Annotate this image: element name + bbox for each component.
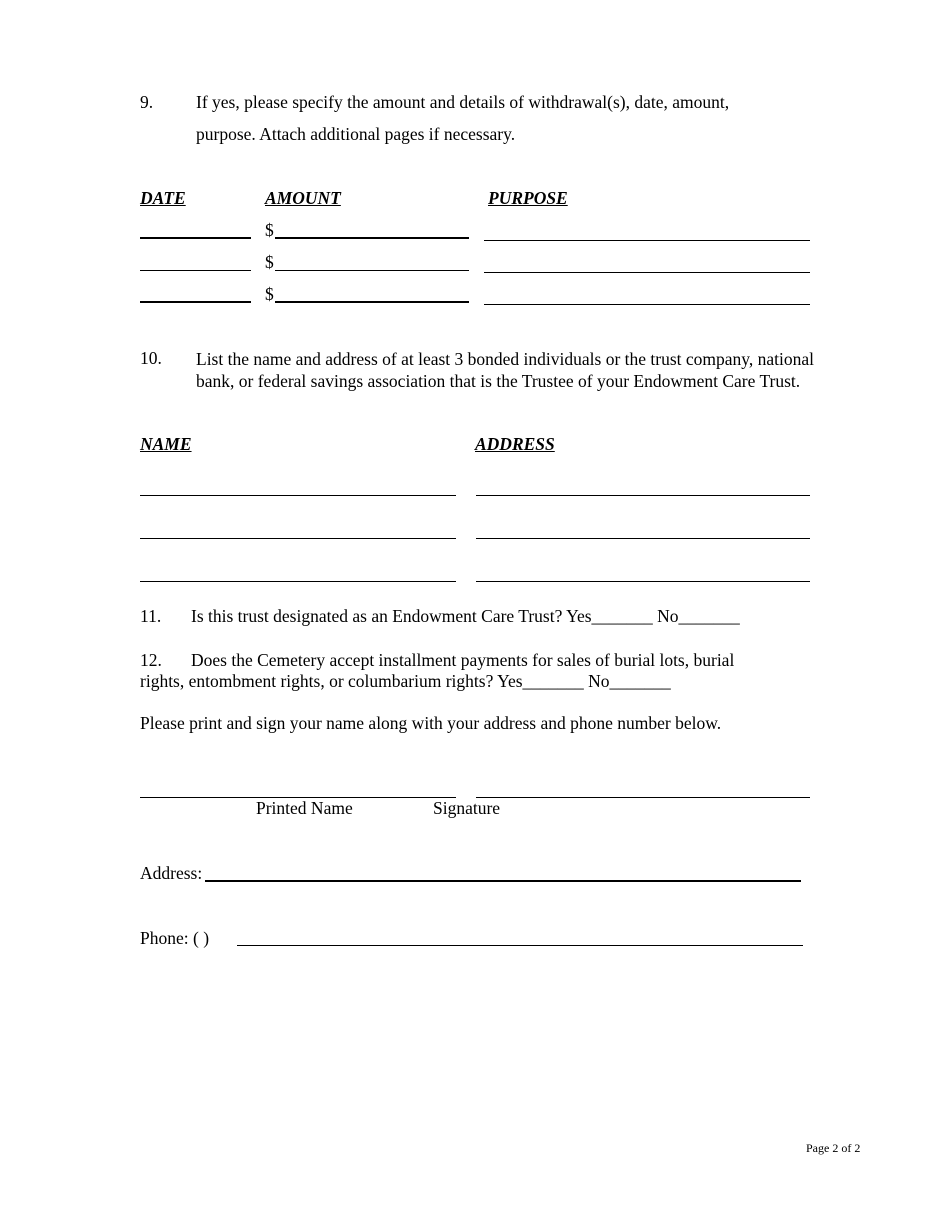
q12-number: 12. xyxy=(140,650,162,670)
name-column-header: NAME xyxy=(140,434,192,454)
amount-entry-line[interactable] xyxy=(275,237,469,239)
instructions-text: Please print and sign your name along with your address and phone number below. xyxy=(140,713,722,733)
page-number: Page 2 of 2 xyxy=(806,1141,861,1155)
date-entry-line[interactable] xyxy=(140,270,251,271)
purpose-entry-line[interactable] xyxy=(484,272,810,273)
q9-text-line1: If yes, please specify the amount and details of withdrawal(s), date, amount, xyxy=(196,92,730,112)
trustee-name-line[interactable] xyxy=(140,538,456,539)
trustee-address-line[interactable] xyxy=(476,538,810,539)
address-column-header: ADDRESS xyxy=(475,434,555,454)
q12-text-line1: Does the Cemetery accept installment payments for sales of burial lots, burial xyxy=(191,650,735,670)
address-line[interactable] xyxy=(205,880,801,882)
trustee-address-line[interactable] xyxy=(476,495,810,496)
purpose-entry-line[interactable] xyxy=(484,240,810,241)
q12-text-line2: rights, entombment rights, or columbarium rights? Yes_______ No_______ xyxy=(140,671,671,691)
trustee-address-line[interactable] xyxy=(476,581,810,582)
phone-label: Phone: ( ) xyxy=(140,928,210,948)
phone-line[interactable] xyxy=(237,945,803,946)
q9-text-line2: purpose. Attach additional pages if necessary. xyxy=(196,124,516,144)
q11-number: 11. xyxy=(140,606,162,626)
signature-label: Signature xyxy=(433,798,501,818)
q9-number: 9. xyxy=(140,92,154,112)
q10-number: 10. xyxy=(140,348,162,368)
amount-entry-line[interactable] xyxy=(275,270,469,271)
trustee-name-line[interactable] xyxy=(140,495,456,496)
dollar-sign: $ xyxy=(265,220,274,240)
signature-line[interactable] xyxy=(476,797,810,798)
printed-name-label: Printed Name xyxy=(256,798,353,818)
dollar-sign: $ xyxy=(265,252,274,272)
date-entry-line[interactable] xyxy=(140,237,251,239)
q11-text: Is this trust designated as an Endowment Care Trust? Yes_______ No_______ xyxy=(191,606,740,626)
amount-column-header: AMOUNT xyxy=(265,188,341,208)
dollar-sign: $ xyxy=(265,284,274,304)
purpose-entry-line[interactable] xyxy=(484,304,810,305)
trustee-name-line[interactable] xyxy=(140,581,456,582)
date-column-header: DATE xyxy=(140,188,186,208)
q10-text: List the name and address of at least 3 bonded individuals or the trust company, national bank, or federal savings association that is the Trustee of your Endowment Care Trust. xyxy=(196,349,815,391)
address-label: Address: xyxy=(140,863,203,883)
amount-entry-line[interactable] xyxy=(275,301,469,303)
date-entry-line[interactable] xyxy=(140,301,251,303)
purpose-column-header: PURPOSE xyxy=(488,188,568,208)
